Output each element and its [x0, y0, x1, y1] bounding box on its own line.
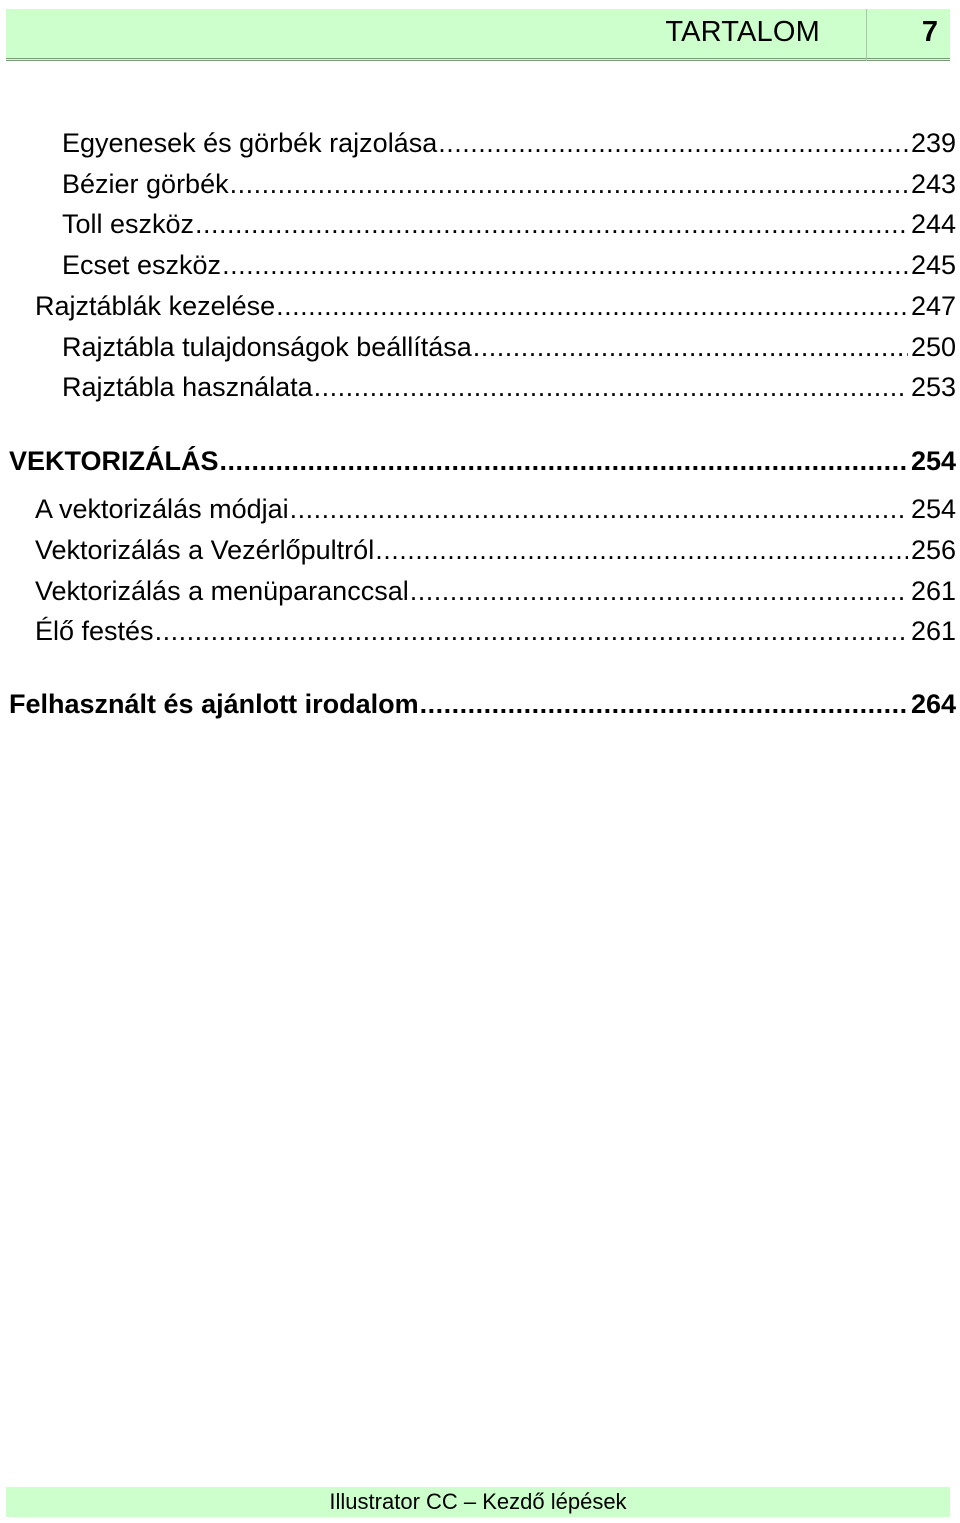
page-footer: [6, 1487, 950, 1517]
toc-entry-label: Ecset eszköz: [62, 250, 222, 280]
dot-leader: [220, 444, 908, 478]
toc-entry-page: 253: [910, 372, 956, 402]
toc-entry-label: Rajztábla tulajdonságok beállítása: [62, 332, 472, 362]
toc-entry[interactable]: [62, 330, 956, 364]
toc-entry-page: 239: [910, 128, 956, 158]
toc-entry-chapter[interactable]: [9, 687, 956, 721]
toc-entry-page: 264: [910, 689, 956, 719]
dot-leader: [375, 533, 908, 567]
toc-entry-label: Vektorizálás a Vezérlőpultról: [35, 535, 375, 565]
toc-entry-label: Élő festés: [35, 616, 154, 646]
toc-entry[interactable]: [35, 533, 956, 567]
toc-entry[interactable]: [35, 492, 956, 526]
toc-entry-page: 250: [910, 332, 956, 362]
toc-entry-page: 244: [910, 209, 956, 239]
toc-entry[interactable]: [35, 614, 956, 648]
header-page-number: 7: [921, 16, 938, 48]
toc-entry-label: Vektorizálás a menüparanccsal: [35, 576, 409, 606]
toc-entry-label: Rajztábla használata: [62, 372, 313, 402]
footer-text: Illustrator CC – Kezdő lépések: [329, 1489, 627, 1514]
dot-leader: [420, 687, 908, 721]
toc-entry[interactable]: [62, 370, 956, 404]
toc-entry-page: 256: [910, 535, 956, 565]
toc-entry-label: A vektorizálás módjai: [35, 494, 289, 524]
header-title: TARTALOM: [665, 16, 820, 48]
toc-entry-page: 261: [910, 576, 956, 606]
toc-entry[interactable]: [62, 167, 956, 201]
toc-entry-page: 254: [910, 446, 956, 476]
dot-leader: [230, 167, 908, 201]
toc-entry-label: Toll eszköz: [62, 209, 195, 239]
dot-leader: [195, 207, 908, 241]
toc-entry-page: 247: [910, 291, 956, 321]
toc-entry-label: Rajztáblák kezelése: [35, 291, 276, 321]
dot-leader: [314, 370, 908, 404]
toc-entry-page: 243: [910, 169, 956, 199]
toc-entry[interactable]: [62, 248, 956, 282]
header-divider: [866, 9, 867, 61]
toc-entry-chapter[interactable]: [9, 444, 956, 478]
toc-entry[interactable]: [35, 574, 956, 608]
toc-entry[interactable]: [35, 289, 956, 323]
toc-entry-page: 254: [910, 494, 956, 524]
toc-entry-page: 245: [910, 250, 956, 280]
page-header: [6, 9, 950, 61]
toc-entry-label: Felhasznált és ajánlott irodalom: [9, 689, 419, 719]
toc-entry-page: 261: [910, 616, 956, 646]
dot-leader: [155, 614, 908, 648]
dot-leader: [222, 248, 908, 282]
dot-leader: [276, 289, 908, 323]
dot-leader: [438, 126, 908, 160]
toc-entry-label: Egyenesek és görbék rajzolása: [62, 128, 438, 158]
dot-leader: [473, 330, 908, 364]
dot-leader: [290, 492, 908, 526]
toc-entry[interactable]: [62, 126, 956, 160]
toc-entry-label: Bézier görbék: [62, 169, 229, 199]
dot-leader: [410, 574, 908, 608]
toc-entry[interactable]: [62, 207, 956, 241]
toc-entry-label: VEKTORIZÁLÁS: [9, 446, 219, 476]
